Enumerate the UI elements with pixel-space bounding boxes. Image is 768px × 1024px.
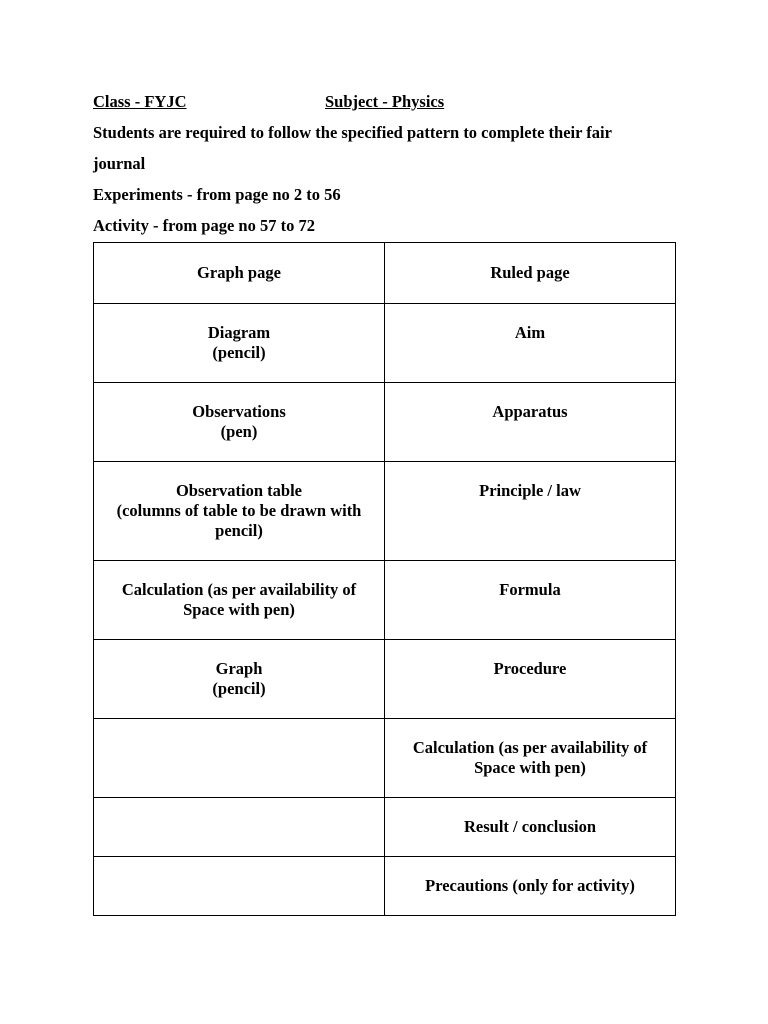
ruled-page-cell — [385, 798, 676, 857]
cell-text: Observations (pen) — [192, 402, 286, 441]
graph-page-cell — [94, 304, 385, 383]
ruled-page-cell — [385, 462, 676, 561]
graph-page-cell — [94, 719, 385, 798]
class-label: Class - FYJC — [93, 92, 187, 111]
cell-text: Principle / law — [479, 481, 581, 500]
table-header-row — [94, 243, 676, 304]
header-line — [93, 86, 675, 117]
cell-text: Precautions (only for activity) — [425, 876, 635, 895]
ruled-page-cell — [385, 561, 676, 640]
ruled-page-cell — [385, 304, 676, 383]
cell-text: Calculation (as per availability of Space with pen) — [121, 580, 357, 619]
cell-text: Calculation (as per availability of Space with pen) — [412, 738, 648, 777]
graph-page-cell — [94, 857, 385, 916]
ruled-page-cell — [385, 719, 676, 798]
ruled-page-cell — [385, 383, 676, 462]
journal-pattern-table — [93, 242, 676, 916]
graph-page-cell — [94, 640, 385, 719]
graph-page-cell — [94, 798, 385, 857]
instruction-line-1: Students are required to follow the specified pattern to complete their fair — [93, 123, 612, 142]
column-header-ruled-page: Ruled page — [385, 243, 676, 304]
document-body — [93, 86, 675, 241]
subject-label: Subject - Physics — [325, 92, 445, 111]
graph-page-cell — [94, 561, 385, 640]
cell-text: Graph (pencil) — [212, 659, 266, 698]
cell-text: Diagram (pencil) — [207, 323, 271, 362]
table-row — [94, 383, 676, 462]
table-row — [94, 798, 676, 857]
table-row — [94, 719, 676, 798]
cell-text: Apparatus — [492, 402, 568, 421]
table-row — [94, 462, 676, 561]
cell-text: Result / conclusion — [463, 817, 597, 836]
table-row — [94, 857, 676, 916]
activity-range: Activity - from page no 57 to 72 — [93, 216, 315, 235]
graph-page-cell — [94, 462, 385, 561]
ruled-page-cell — [385, 857, 676, 916]
instruction-line-2: journal — [93, 154, 146, 173]
cell-text: Aim — [514, 323, 546, 342]
cell-text: Formula — [499, 580, 561, 599]
cell-text: Observation table (columns of table to be drawn with pencil) — [116, 481, 362, 540]
table-row — [94, 640, 676, 719]
ruled-page-cell — [385, 640, 676, 719]
column-header-graph-page: Graph page — [94, 243, 385, 304]
graph-page-cell — [94, 383, 385, 462]
cell-text: Procedure — [493, 659, 567, 678]
experiments-range: Experiments - from page no 2 to 56 — [93, 185, 341, 204]
table-row — [94, 304, 676, 383]
table-row — [94, 561, 676, 640]
